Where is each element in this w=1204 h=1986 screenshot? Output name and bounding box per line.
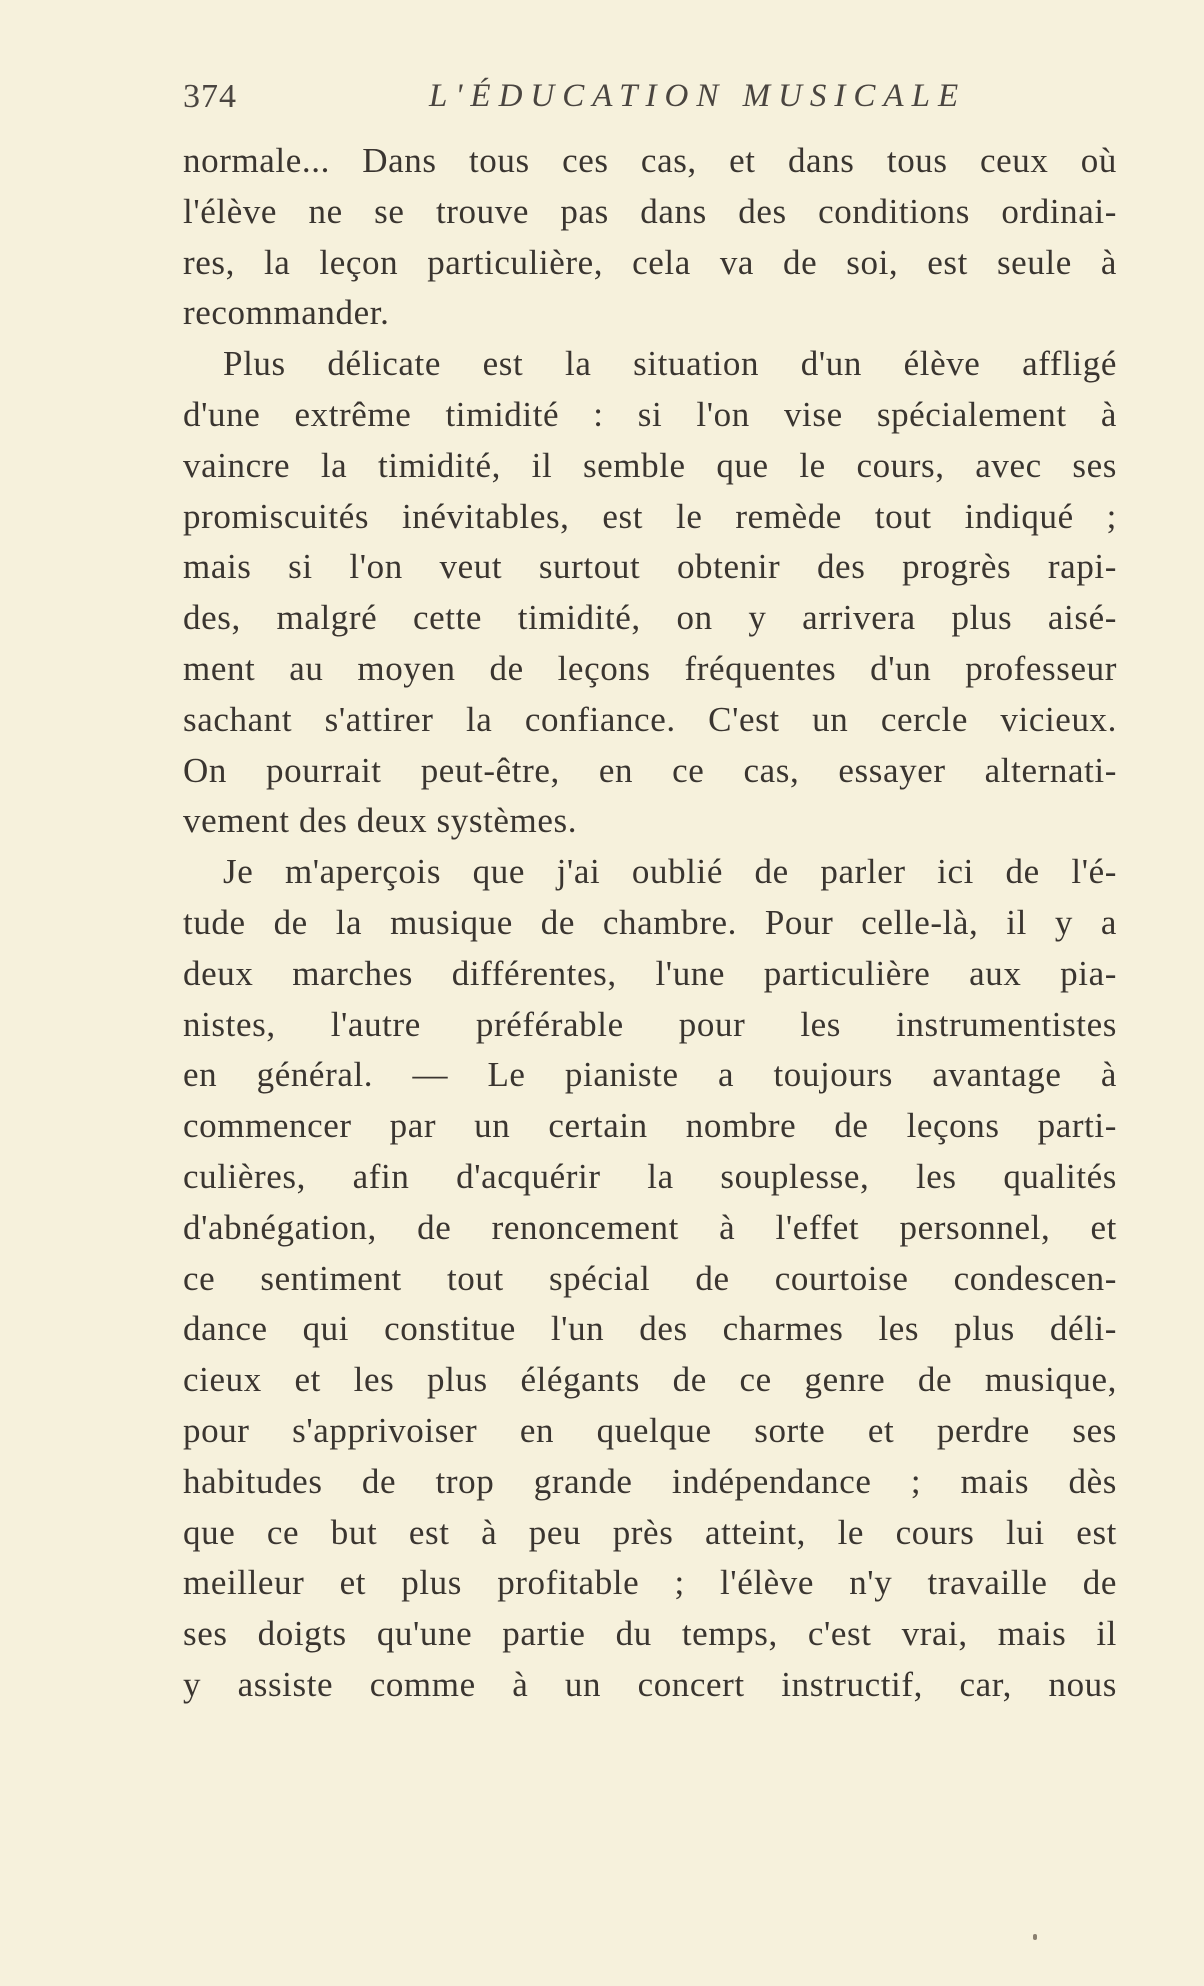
text-line: commencer par un certain nombre de leçons parti- [183,1106,1117,1146]
page-header [183,78,1117,128]
text-line: vement des deux systèmes. [183,801,578,841]
text-line: Je m'aperçois que j'ai oublié de parler ici de l'é- [223,852,1117,892]
text-line: y assiste comme à un concert instructif, car, nous [183,1664,1117,1704]
text-line: res, la leçon particulière, cela va de soi, est seule à [183,242,1117,282]
text-line: nistes, l'autre préférable pour les instrumentistes [183,1004,1117,1044]
text-line: que ce but est à peu près atteint, le cours lui est [183,1512,1117,1552]
text-line: Plus délicate est la situation d'un élève affligé [223,344,1117,384]
text-line: mais si l'on veut surtout obtenir des progrès rapi- [183,547,1117,587]
text-line: meilleur et plus profitable ; l'élève n'y travaille de [183,1563,1117,1603]
text-line: cieux et les plus élégants de ce genre de musique, [183,1360,1117,1400]
text-line: d'une extrême timidité : si l'on vise spécialement à [183,394,1117,434]
ink-speck [1033,1934,1037,1940]
text-line: ce sentiment tout spécial de courtoise condescen- [183,1258,1117,1298]
text-line: deux marches différentes, l'une particulière aux pia- [183,953,1117,993]
text-line: promiscuités inévitables, est le remède tout indiqué ; [183,496,1117,536]
text-line: l'élève ne se trouve pas dans des conditions ordinai- [183,191,1117,231]
text-line: pour s'apprivoiser en quelque sorte et perdre ses [183,1410,1117,1450]
page-number: 374 [183,78,237,115]
text-line: sachant s'attirer la confiance. C'est un cercle vicieux. [183,699,1117,739]
text-line: dance qui constitue l'un des charmes les plus déli- [183,1309,1117,1349]
text-line: vaincre la timidité, il semble que le cours, avec ses [183,445,1117,485]
body-text [183,136,1117,1711]
text-line: recommander. [183,293,390,333]
text-line: d'abnégation, de renoncement à l'effet personnel, et [183,1207,1117,1247]
running-title: L'ÉDUCATION MUSICALE [429,78,967,114]
text-line: tude de la musique de chambre. Pour celle-là, il y a [183,902,1117,942]
text-line: des, malgré cette timidité, on y arrivera plus aisé- [183,598,1117,638]
text-line: ses doigts qu'une partie du temps, c'est vrai, mais il [183,1614,1117,1654]
text-line: en général. — Le pianiste a toujours avantage à [183,1055,1117,1095]
text-line: ment au moyen de leçons fréquentes d'un professeur [183,648,1117,688]
text-line: normale... Dans tous ces cas, et dans tous ceux où [183,141,1117,180]
text-line: culières, afin d'acquérir la souplesse, les qualités [183,1156,1117,1196]
text-line: On pourrait peut-être, en ce cas, essayer alternati- [183,750,1117,790]
text-line: habitudes de trop grande indépendance ; mais dès [183,1461,1117,1501]
